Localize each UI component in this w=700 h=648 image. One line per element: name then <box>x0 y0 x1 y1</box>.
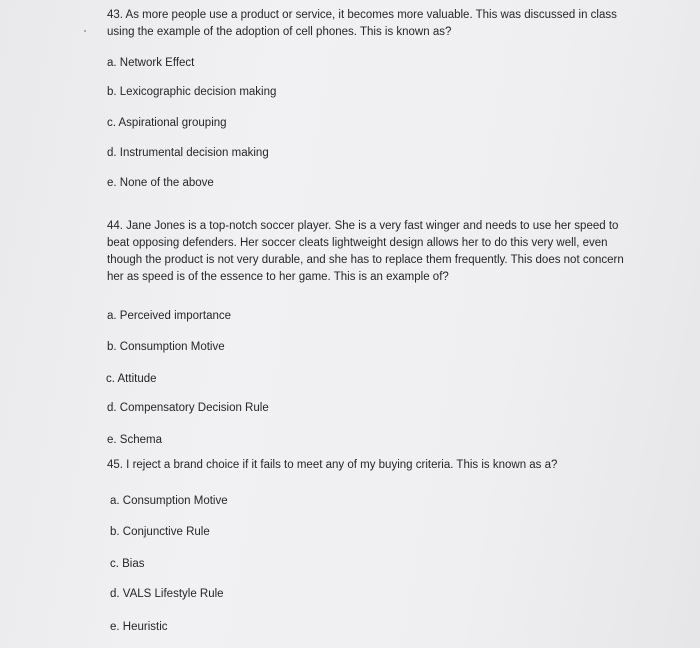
question-44-option-d: d. Compensatory Decision Rule <box>107 402 269 414</box>
question-45-option-c: c. Bias <box>110 558 145 570</box>
question-43-option-d: d. Instrumental decision making <box>107 147 269 159</box>
speck-mark <box>84 30 86 32</box>
question-45-stem: 45. I reject a brand choice if it fails to meet any of my buying criteria. This is known as a? <box>107 459 558 471</box>
question-43-option-b: b. Lexicographic decision making <box>107 86 277 98</box>
question-44-option-a: a. Perceived importance <box>107 310 232 322</box>
question-45-option-a: a. Consumption Motive <box>110 495 228 507</box>
question-45-option-b: b. Conjunctive Rule <box>110 526 210 538</box>
question-44-option-c: c. Attitude <box>106 373 157 385</box>
question-43-option-e: e. None of the above <box>107 177 214 189</box>
question-45-option-d: d. VALS Lifestyle Rule <box>110 588 224 600</box>
question-44-option-e: e. Schema <box>107 434 162 446</box>
question-43-option-a: a. Network Effect <box>107 57 195 69</box>
question-45-option-e: e. Heuristic <box>110 621 168 633</box>
question-43-stem: 43. As more people use a product or service, it becomes more valuable. This was discussed in class using the example of the adoption of cell phones. This is known as? <box>107 9 617 38</box>
question-44-option-b: b. Consumption Motive <box>107 341 225 353</box>
question-44-stem: 44. Jane Jones is a top-notch soccer player. She is a very fast winger and needs to use her speed to beat opposing defenders. Her soccer cleats lightweight design allows her to do this very well, even though the product is not very durable, and she has to replace them frequently. This does not concern her as speed is of the essence to her game. This is an example of? <box>107 220 624 283</box>
question-43-option-c: c. Aspirational grouping <box>107 117 227 129</box>
